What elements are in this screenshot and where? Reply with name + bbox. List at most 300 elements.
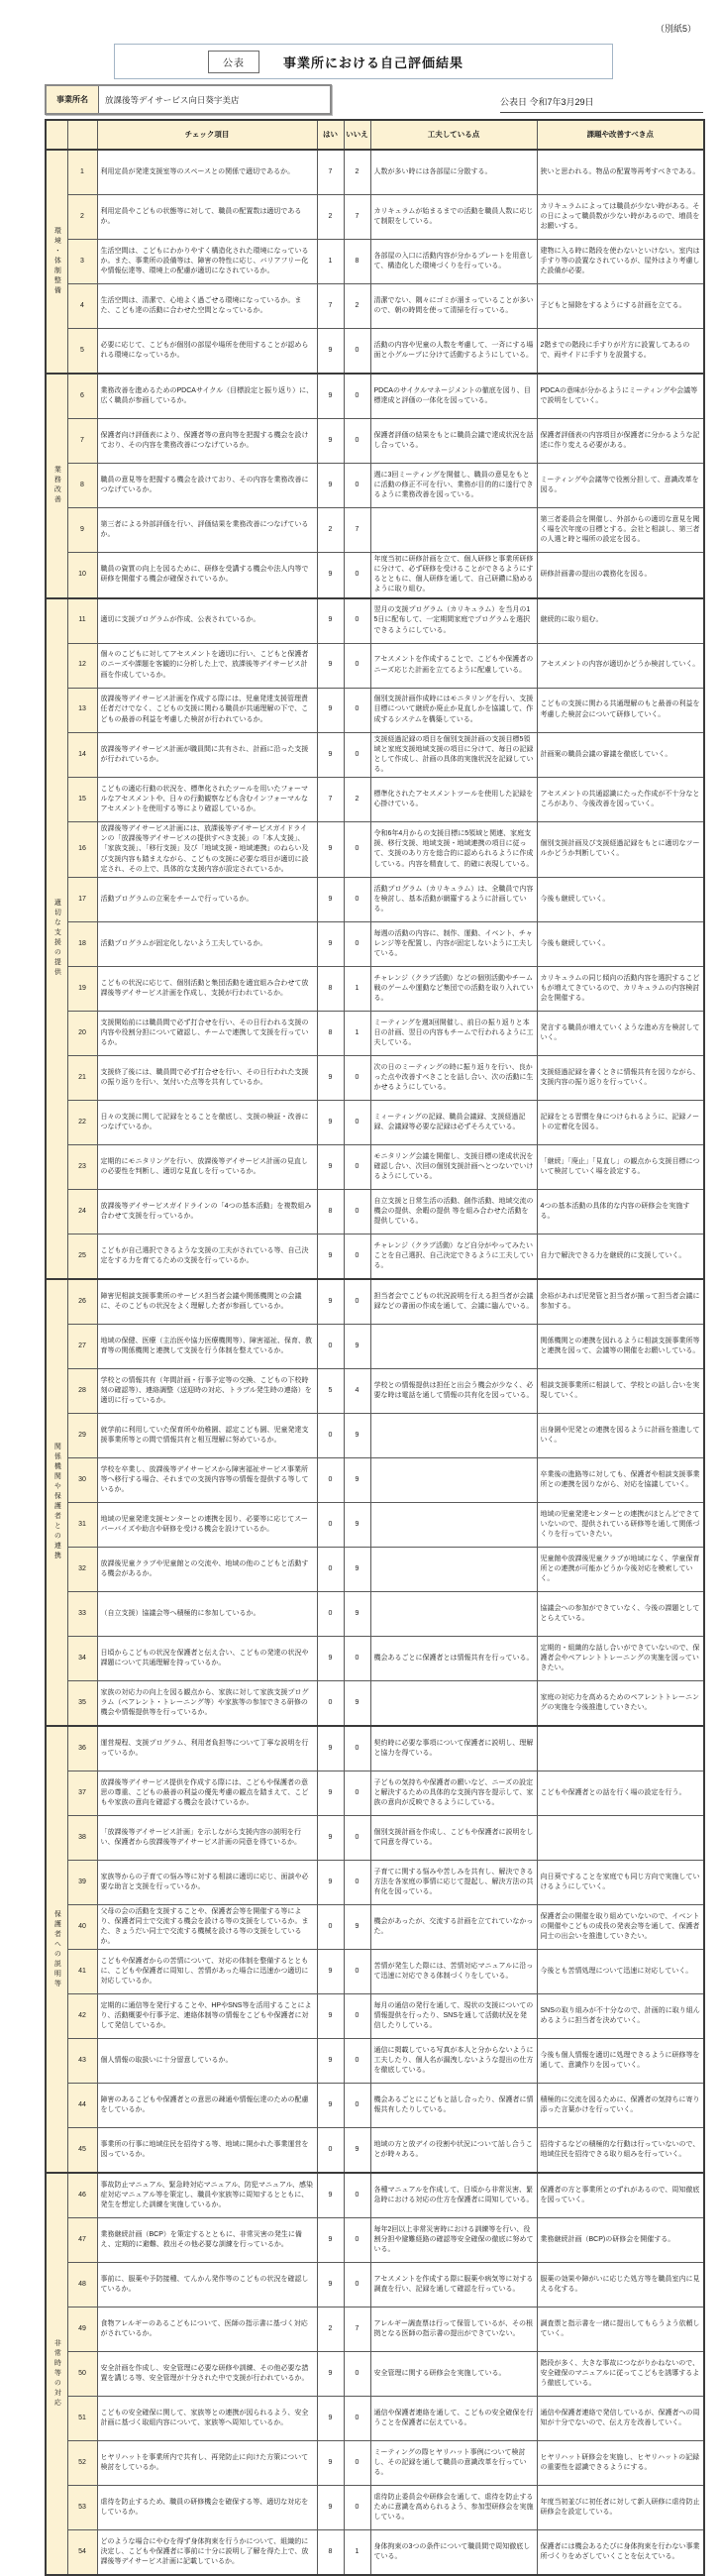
yes-count: 9 bbox=[317, 2352, 344, 2397]
yes-count: 2 bbox=[317, 2308, 344, 2352]
check-item-text: 放課後児童クラブや児童館との交流や、地域の他のこどもと活動する機会があるか。 bbox=[97, 1547, 317, 1591]
yes-count: 9 bbox=[317, 374, 344, 419]
yes-count: 9 bbox=[317, 1636, 344, 1680]
issue-text: 今後も継続していく。 bbox=[537, 877, 704, 921]
devise-text: 担当者会でこどもの状況説明を行える担当者が会議録などの書面の作成を通して、会議に臨んでいる。 bbox=[370, 1279, 537, 1325]
yes-count: 9 bbox=[317, 877, 344, 921]
devise-text: アセスメントを作成する際に服薬や病気等に対する調査を行い、記録を通して確認を行っている。 bbox=[370, 2263, 537, 2308]
table-row bbox=[46, 284, 704, 329]
issue-text: 記録をとる習慣を身につけられるように、記録ノートの定着化を図る。 bbox=[537, 1100, 704, 1144]
check-item-text: 職員の資質の向上を図るために、研修を受講する機会や法人内等で研修を開催する機会が確保されているか。 bbox=[97, 553, 317, 598]
check-item-text: 運営規程、支援プログラム、利用者負担等について丁寧な説明を行っているか。 bbox=[97, 1726, 317, 1771]
yes-count: 9 bbox=[317, 1279, 344, 1325]
issue-text: 自力で解決できる力を継続的に支援していく。 bbox=[537, 1234, 704, 1279]
check-item-text: 就学前に利用していた保育所や幼稚園、認定こども園、児童発達支援事業所等との間で情報共有と相互理解に努めているか。 bbox=[97, 1413, 317, 1457]
check-item-text: 地域の児童発達支援センターとの連携を図り、必要等に応じてスーパーバイズや助言や研修を受ける機会を設けているか。 bbox=[97, 1502, 317, 1547]
no-count: 2 bbox=[344, 778, 370, 822]
yes-count: 9 bbox=[317, 419, 344, 464]
category-cell: 適切な支援の提供 bbox=[46, 598, 67, 1279]
table-row bbox=[46, 2218, 704, 2263]
row-number: 41 bbox=[67, 1950, 97, 1994]
no-count: 0 bbox=[344, 1100, 370, 1144]
no-count: 0 bbox=[344, 2263, 370, 2308]
no-count: 0 bbox=[344, 1189, 370, 1234]
table-row bbox=[46, 1680, 704, 1726]
table-row bbox=[46, 374, 704, 419]
devise-text: 人数が多い時には各部屋に分散する。 bbox=[370, 150, 537, 195]
row-number: 26 bbox=[67, 1279, 97, 1325]
yes-count: 9 bbox=[317, 1234, 344, 1279]
check-item-text: 事業所の行事に地域住民を招待する等、地域に開かれた事業運営を図っているか。 bbox=[97, 2128, 317, 2174]
table-row bbox=[46, 2441, 704, 2486]
no-count: 0 bbox=[344, 2486, 370, 2530]
devise-text: 翌月の支援プログラム（カリキュラム）を当月の15日に配布して、一定期間家庭でプログラムを選択できるようにしている。 bbox=[370, 598, 537, 644]
check-item-text: どのような場合にやむを得ず身体拘束を行うかについて、組織的に決定し、こどもや保護者に事前に十分に説明し了解を得た上で、放課後等デイサービス計画に記載しているか。 bbox=[97, 2530, 317, 2576]
no-count: 7 bbox=[344, 2308, 370, 2352]
no-count: 9 bbox=[344, 1904, 370, 1950]
yes-count: 9 bbox=[317, 2039, 344, 2084]
no-count: 1 bbox=[344, 966, 370, 1011]
row-number: 47 bbox=[67, 2218, 97, 2263]
row-number: 33 bbox=[67, 1591, 97, 1636]
check-item-text: 業務改善を進めるためのPDCAサイクル（目標設定と振り返り）に、広く職員が参画しているか。 bbox=[97, 374, 317, 419]
issue-text: 卒業後の進路等に対しても、保護者や相談支援事業所との連携を図りながら、対応を協議していく。 bbox=[537, 1457, 704, 1502]
no-count: 0 bbox=[344, 1994, 370, 2039]
table-row bbox=[46, 1502, 704, 1547]
table-row bbox=[46, 877, 704, 921]
yes-count: 9 bbox=[317, 1726, 344, 1771]
issue-text: 業務継続計画（BCP)の研修会を開催する。 bbox=[537, 2218, 704, 2263]
no-count: 0 bbox=[344, 2397, 370, 2441]
check-item-text: 「放課後等デイサービス計画」を示しながら支援内容の説明を行い、保護者から放課後等デイサービス計画の同意を得ているか。 bbox=[97, 1815, 317, 1860]
yes-count: 9 bbox=[317, 1815, 344, 1860]
devise-text: 年度当初に研修計画を立て、個人研修と事業所研修に分けて、必ず研修を受けることができるようにするとともに、個人研修を通して、自己研鑽に励めるように取り組む。 bbox=[370, 553, 537, 598]
yes-count: 9 bbox=[317, 2441, 344, 2486]
no-count: 7 bbox=[344, 195, 370, 240]
issue-text: アセスメントの共通認識にたった作成が不十分なところがあり、今後改善を図っていく。 bbox=[537, 778, 704, 822]
issue-text: こどもの支援に関わる共通理解のもと最善の利益を考慮した検討会について研修していく。 bbox=[537, 688, 704, 732]
row-number: 37 bbox=[67, 1771, 97, 1815]
check-item-text: 活動プログラムが固定化しないよう工夫しているか。 bbox=[97, 921, 317, 966]
row-number: 49 bbox=[67, 2308, 97, 2352]
row-number: 1 bbox=[67, 150, 97, 195]
devise-text: 清潔でない、隅々にゴミが溜まっていることが多いので、朝の時間を使って清掃を行っている。 bbox=[370, 284, 537, 329]
row-number: 54 bbox=[67, 2530, 97, 2576]
issue-text: 積極的に交流を図るために、保護者の気持ちに寄り添った言葉かけを行っていく。 bbox=[537, 2084, 704, 2128]
issue-text: 出身園や児発との連携を図るように計画を推進していく。 bbox=[537, 1413, 704, 1457]
issue-text: 定期的・組織的な話し合いができていないので、保護者会やペアレントトレーニングの実施を図っていきたい。 bbox=[537, 1636, 704, 1680]
table-row bbox=[46, 150, 704, 195]
no-count: 2 bbox=[344, 284, 370, 329]
table-row bbox=[46, 1771, 704, 1815]
no-count: 0 bbox=[344, 921, 370, 966]
page-title: 事業所における自己評価結果 bbox=[283, 54, 464, 70]
issue-text bbox=[537, 1815, 704, 1860]
table-row bbox=[46, 419, 704, 464]
title-box bbox=[114, 44, 613, 79]
yes-count: 0 bbox=[317, 2128, 344, 2174]
yes-count: 9 bbox=[317, 921, 344, 966]
row-number: 25 bbox=[67, 1234, 97, 1279]
check-item-text: 放課後等デイサービス提供を作成する際には、こどもや保護者の意思の尊重、こどもの最善の利益の優先考慮の観点を踏まえて、こどもや家族の意向を確認する機会を設けているか。 bbox=[97, 1771, 317, 1815]
table-row bbox=[46, 598, 704, 644]
yes-count: 0 bbox=[317, 1547, 344, 1591]
table-row bbox=[46, 2530, 704, 2576]
devise-text: ミィーティングの記録、職員会議録、支援経過記録、会議録等必要な記録は必ずそろえている。 bbox=[370, 1100, 537, 1144]
check-item-text: （自立支援）協議会等へ積極的に参加しているか。 bbox=[97, 1591, 317, 1636]
issue-text: 招待するなどの積極的な行動は行っていないので、地域住民を招待できる取り組みを行っていく。 bbox=[537, 2128, 704, 2174]
table-row bbox=[46, 921, 704, 966]
devise-text: 週に3回ミーティングを開催し、職員の意見をもとに活動の修正不可を行い、業務が目的的に遂行できるように業務改善を図っている。 bbox=[370, 464, 537, 508]
row-number: 40 bbox=[67, 1904, 97, 1950]
row-number: 31 bbox=[67, 1502, 97, 1547]
yes-count: 8 bbox=[317, 966, 344, 1011]
issue-text: 通信や保護者連絡で発信しているが、保護者への周知が十分でないので、伝え方を改善していく。 bbox=[537, 2397, 704, 2441]
devise-text: 苦情が発生した際には、苦情対応マニュアルに沿って迅速に対応できる体制づくりをしている。 bbox=[370, 1950, 537, 1994]
table-row bbox=[46, 1055, 704, 1100]
table-row bbox=[46, 329, 704, 375]
devise-text bbox=[370, 1457, 537, 1502]
no-count: 0 bbox=[344, 688, 370, 732]
check-item-text: 家族の対応力の向上を図る観点から、家族に対して家族支援プログラム（ペアレント・トレーニング等）や家族等の参加できる研修の機会や情報提供等を行っているか。 bbox=[97, 1680, 317, 1726]
check-item-text: 保護者向け評価表により、保護者等の意向等を把握する機会を設けており、その内容を業務改善につなげているか。 bbox=[97, 419, 317, 464]
yes-count: 7 bbox=[317, 150, 344, 195]
no-count: 9 bbox=[344, 1680, 370, 1726]
row-number: 10 bbox=[67, 553, 97, 598]
table-row bbox=[46, 1144, 704, 1189]
yes-count: 9 bbox=[317, 822, 344, 878]
devise-text: 各種マニュアルを作成して、日頃から非常災害、緊急時における対応の仕方を保護者に周知している。 bbox=[370, 2173, 537, 2218]
devise-text: 学校との情報提供は担任と出会う機会が少なく、必要な時は電話を通して情報の共有化を図っている。 bbox=[370, 1368, 537, 1413]
issue-text: 今後も個人情報を適切に処理できるように研修等を通して、意識作りを図っていく。 bbox=[537, 2039, 704, 2084]
devise-text bbox=[370, 1502, 537, 1547]
yes-count: 9 bbox=[317, 2084, 344, 2128]
yes-count: 9 bbox=[317, 2397, 344, 2441]
no-count: 2 bbox=[344, 150, 370, 195]
devise-text: 自立支援と日常生活の活動、創作活動、地域交流の機会の提供、余暇の提供 等を組み合わせた活動を提供している。 bbox=[370, 1189, 537, 1234]
check-item-text: こどもの状況に応じて、個別活動と集団活動を適宜組み合わせて放課後等デイサービス計画を作成し、支援が行われているか。 bbox=[97, 966, 317, 1011]
no-count: 1 bbox=[344, 2530, 370, 2576]
no-count: 0 bbox=[344, 822, 370, 878]
row-number: 21 bbox=[67, 1055, 97, 1100]
devise-text bbox=[370, 1547, 537, 1591]
no-count: 0 bbox=[344, 553, 370, 598]
row-number: 38 bbox=[67, 1815, 97, 1860]
no-count: 7 bbox=[344, 508, 370, 553]
issue-text: 建物に入る時に階段を使わないといけない。室内は手すり等の設置なされているが、屋外はより考慮した設備が必要。 bbox=[537, 240, 704, 284]
no-count: 0 bbox=[344, 329, 370, 375]
row-number: 46 bbox=[67, 2173, 97, 2218]
yes-count: 8 bbox=[317, 2530, 344, 2576]
yes-count: 7 bbox=[317, 778, 344, 822]
header-issue: 課題や改善すべき点 bbox=[537, 120, 704, 150]
no-count: 8 bbox=[344, 240, 370, 284]
check-item-text: 定期的に通信等を発行することや、HPやSNS等を活用することにより、活動概要や行事予定、連絡体制等の情報をこどもや保護者に対して発信しているか。 bbox=[97, 1994, 317, 2039]
no-count: 0 bbox=[344, 2084, 370, 2128]
check-item-text: 地域の保健、医療（主治医や協力医療機関等）、障害福祉、保育、教育等の関係機関と連携して支援を行う体制を整えているか。 bbox=[97, 1324, 317, 1368]
devise-text: 毎週の活動の内容に、制作、運動、イベント、チャレンジ等を配置し、内容が固定しないように工夫している。 bbox=[370, 921, 537, 966]
issue-text: 向日葵ですることを家庭でも同じ方向で実施していけるようにしていく。 bbox=[537, 1860, 704, 1904]
devise-text: カリキュラムが始まるまでの活動を職員人数に応じて制限をしている。 bbox=[370, 195, 537, 240]
row-number: 6 bbox=[67, 374, 97, 419]
issue-text: 調査票と指示書を一緒に提出してもらうよう依頼していく。 bbox=[537, 2308, 704, 2352]
no-count: 9 bbox=[344, 1547, 370, 1591]
issue-text: 保護者評価表の内容項目が保護者に分かるような記述に作り変える必要がある。 bbox=[537, 419, 704, 464]
row-number: 30 bbox=[67, 1457, 97, 1502]
issue-text: 研修計画書の提出の義務化を図る。 bbox=[537, 553, 704, 598]
yes-count: 9 bbox=[317, 1144, 344, 1189]
table-row bbox=[46, 2397, 704, 2441]
header-check-item: チェック項目 bbox=[97, 120, 317, 150]
devise-text: 通信に掲載している写真が本人と分からないように工夫したり、個人名が漏洩しないような提出の仕方を徹底している。 bbox=[370, 2039, 537, 2084]
no-count: 0 bbox=[344, 1234, 370, 1279]
yes-count: 2 bbox=[317, 508, 344, 553]
table-row bbox=[46, 2263, 704, 2308]
issue-text: 階段が多く、大きな事故につながりかねないので、安全確保のマニュアルに従ってこどもを誘導するよう徹底している。 bbox=[537, 2352, 704, 2397]
yes-count: 0 bbox=[317, 1591, 344, 1636]
yes-count: 9 bbox=[317, 464, 344, 508]
no-count: 9 bbox=[344, 2128, 370, 2174]
row-number: 4 bbox=[67, 284, 97, 329]
check-item-text: 日頃からこどもの状況を保護者と伝え合い、こどもの発達の状況や課題について共通理解を持っているか。 bbox=[97, 1636, 317, 1680]
devise-text: 通信や保護者連絡を通して、こどもの安全確保を行うことを保護者に伝えている。 bbox=[370, 2397, 537, 2441]
check-item-text: 業務継続計画（BCP）を策定するとともに、非常災害の発生に備え、定期的に避難、救出その他必要な訓練を行っているか。 bbox=[97, 2218, 317, 2263]
check-item-text: 個々のこどもに対してアセスメントを適切に行い、こどもと保護者のニーズや課題を客観的に分析した上で、放課後等デイサービス計画を作成しているか。 bbox=[97, 643, 317, 688]
yes-count: 9 bbox=[317, 1860, 344, 1904]
devise-text: 機会があったが、交流する計画を立てれていなかった。 bbox=[370, 1904, 537, 1950]
issue-text: 家庭の対応力を高めるためのペアレントトレーニングの実施を今後推進していきたい。 bbox=[537, 1680, 704, 1726]
no-count: 9 bbox=[344, 1324, 370, 1368]
devise-text: 各部屋の入口に活動内容が分かるプレートを用意して、構造化した環境づくりを行っている。 bbox=[370, 240, 537, 284]
issue-text: 4つの基本活動の具体的な内容の研修会を実施する。 bbox=[537, 1189, 704, 1234]
yes-count: 9 bbox=[317, 553, 344, 598]
check-item-text: こどもの安全確保に関して、家族等との連携が図られるよう、安全計画に基づく取組内容について、家族等へ周知しているか。 bbox=[97, 2397, 317, 2441]
no-count: 9 bbox=[344, 1502, 370, 1547]
devise-text: 標準化されたアセスメントツールを使用した記録を心掛けている。 bbox=[370, 778, 537, 822]
no-count: 0 bbox=[344, 877, 370, 921]
table-row bbox=[46, 2486, 704, 2530]
devise-text bbox=[370, 1324, 537, 1368]
office-name-value: 放課後等デイサービス向日葵宇美店 bbox=[105, 94, 240, 105]
devise-text: 子育てに関する悩みや苦しみを共有し、解決できる方法を各家庭の事情に応じて提起し、解決方法の共有化を図っている。 bbox=[370, 1860, 537, 1904]
issue-text: アセスメントの内容が適切かどうか検討していく。 bbox=[537, 643, 704, 688]
no-count: 0 bbox=[344, 643, 370, 688]
table-row bbox=[46, 1591, 704, 1636]
issue-text: 関係機関との連携を図れるように相談支援事業所等と連携を図って、会議等の開催をお願いしている。 bbox=[537, 1324, 704, 1368]
table-row bbox=[46, 643, 704, 688]
row-number: 36 bbox=[67, 1726, 97, 1771]
table-row bbox=[46, 2352, 704, 2397]
yes-count: 9 bbox=[317, 2218, 344, 2263]
row-number: 43 bbox=[67, 2039, 97, 2084]
table-row bbox=[46, 508, 704, 553]
issue-text: 保護者会の開催を取り組めていないので、イベントの開催やこどもの成長の発表会等を通して、保護者同士の出会いを推進していきたい。 bbox=[537, 1904, 704, 1950]
check-item-text: 食物アレルギーのあるこどもについて、医師の指示書に基づく対応がされているか。 bbox=[97, 2308, 317, 2352]
yes-count: 9 bbox=[317, 1950, 344, 1994]
row-number: 48 bbox=[67, 2263, 97, 2308]
no-count: 0 bbox=[344, 374, 370, 419]
no-count: 0 bbox=[344, 1144, 370, 1189]
issue-text: 今後とも苦情処理について迅速に対応していく。 bbox=[537, 1950, 704, 1994]
yes-count: 9 bbox=[317, 1994, 344, 2039]
no-count: 0 bbox=[344, 1636, 370, 1680]
row-number: 42 bbox=[67, 1994, 97, 2039]
header-category-blank bbox=[46, 120, 67, 150]
issue-text: ミーティングや会議等で役割分担して、意識改革を図る。 bbox=[537, 464, 704, 508]
check-item-text: 放課後等デイサービスガイドラインの「4つの基本活動」を複数組み合わせて支援を行っているか。 bbox=[97, 1189, 317, 1234]
issue-text: 相談支援事業所に相談して、学校との話し合いを実現していく。 bbox=[537, 1368, 704, 1413]
table-row bbox=[46, 2039, 704, 2084]
check-item-text: 定期的にモニタリングを行い、放課後等デイサービス計画の見直しの必要性を判断し、適切な見直しを行っているか。 bbox=[97, 1144, 317, 1189]
check-item-text: 生活空間は、清潔で、心地よく過ごせる環境になっているか。また、こども達の活動に合わせた空間となっているか。 bbox=[97, 284, 317, 329]
devise-text: ミーティングを週3回開催し、前日の振り返りと本日の計画、翌日の内容もチームで行われるように工夫している。 bbox=[370, 1011, 537, 1055]
yes-count: 0 bbox=[317, 1904, 344, 1950]
row-number: 18 bbox=[67, 921, 97, 966]
row-number: 45 bbox=[67, 2128, 97, 2174]
no-count: 0 bbox=[344, 1726, 370, 1771]
check-item-text: 家族等からの子育ての悩み等に対する相談に適切に応じ、面談や必要な助言と支援を行っているか。 bbox=[97, 1860, 317, 1904]
table-row bbox=[46, 966, 704, 1011]
yes-count: 0 bbox=[317, 1457, 344, 1502]
no-count: 0 bbox=[344, 2352, 370, 2397]
check-item-text: 放課後等デイサービス計画には、放課後等デイサービスガイドラインの「放課後等デイサービスの提供すべき支援」の「本人支援」、「家族支援」、「移行支援」及び「地域支援・地域連携」のねらい及び支援内容も踏まえながら、こどもの支援に必要な項目が適切に設定され、その上で、具体的な支援内容が設定されているか。 bbox=[97, 822, 317, 878]
devise-text: 地域の方と放デイの役割や状況について話し合うことが時々ある。 bbox=[370, 2128, 537, 2174]
issue-text: こどもや保護者との話を行く場の設定を行う。 bbox=[537, 1771, 704, 1815]
yes-count: 9 bbox=[317, 732, 344, 778]
yes-count: 8 bbox=[317, 1011, 344, 1055]
header-devise: 工夫している点 bbox=[370, 120, 537, 150]
issue-text: 「継続」「廃止」「見直し」の観点から支援目標について検討していく場を設定する。 bbox=[537, 1144, 704, 1189]
header-no: いいえ bbox=[344, 120, 370, 150]
check-item-text: 適切に支援プログラムが作成、公表されているか。 bbox=[97, 598, 317, 644]
row-number: 52 bbox=[67, 2441, 97, 2486]
check-item-text: 個人情報の取扱いに十分留意しているか。 bbox=[97, 2039, 317, 2084]
evaluation-table bbox=[45, 119, 705, 2576]
issue-text: 地域の児童発達センターとの連携がほとんどできていないので、提供されている研修等を通して関係づくりを行っていきたい。 bbox=[537, 1502, 704, 1547]
devise-text: 次の日のミーティングの時に振り返りを行い、良かった点や改善すべきことを話し合い、次の活動に生かせるようにしている。 bbox=[370, 1055, 537, 1100]
yes-count: 9 bbox=[317, 2173, 344, 2218]
devise-text bbox=[370, 1680, 537, 1726]
check-item-text: 放課後等デイサービス計画を作成する際には、児童発達支援管理責任者だけでなく、こどもの支援に関わる職員が共通理解の下で、こどもの最善の利益を考慮した検討が行われているか。 bbox=[97, 688, 317, 732]
category-cell: 業務改善 bbox=[46, 374, 67, 598]
issue-text: 保護者には機会あるたびに身体拘束を行わない事業所づくりをめざしていくことを伝えている。 bbox=[537, 2530, 704, 2576]
check-item-text: 事前に、服薬や予防接種、てんかん発作等のこどもの状況を確認しているか。 bbox=[97, 2263, 317, 2308]
yes-count: 9 bbox=[317, 2263, 344, 2308]
check-item-text: 事故防止マニュアル、緊急時対応マニュアル、防犯マニュアル、感染症対応マニュアル等を策定し、職員や家族等に周知するとともに、発生を想定した訓練を実施しているか。 bbox=[97, 2173, 317, 2218]
devise-text: 活動プログラム（カリキュラム）は、全職員で内容を検討し、基本活動が網羅するように計画している。 bbox=[370, 877, 537, 921]
issue-text: 子どもと掃除をするようにする計画を立てる。 bbox=[537, 284, 704, 329]
row-number: 3 bbox=[67, 240, 97, 284]
devise-text: 安全管理に関する研修会を実施している。 bbox=[370, 2352, 537, 2397]
devise-text: 虐待防止委員会や研修会を通して、虐待を防止するために意識を高められるよう、参加型研修会を実施している。 bbox=[370, 2486, 537, 2530]
row-number: 23 bbox=[67, 1144, 97, 1189]
row-number: 29 bbox=[67, 1413, 97, 1457]
publish-date: 公表日 令和7年3月29日 bbox=[500, 95, 703, 113]
issue-text: 計画案の職員会議の審議を徹底していく。 bbox=[537, 732, 704, 778]
table-row bbox=[46, 822, 704, 878]
table-row bbox=[46, 1726, 704, 1771]
devise-text bbox=[370, 1591, 537, 1636]
table-row bbox=[46, 1815, 704, 1860]
issue-text: 保護者の方と事業所とのずれがあるので、周知徹底を図っていく。 bbox=[537, 2173, 704, 2218]
check-item-text: 必要に応じて、こどもが個別の部屋や場所を使用することが認められる環境になっているか。 bbox=[97, 329, 317, 375]
header-number-blank bbox=[67, 120, 97, 150]
table-row bbox=[46, 1547, 704, 1591]
devise-text bbox=[370, 1413, 537, 1457]
table-row bbox=[46, 1413, 704, 1457]
row-number: 8 bbox=[67, 464, 97, 508]
yes-count: 1 bbox=[317, 240, 344, 284]
devise-text: 保護者評価の結果をもとに職員会議で達成状況を話し合っている。 bbox=[370, 419, 537, 464]
yes-count: 9 bbox=[317, 1100, 344, 1144]
row-number: 44 bbox=[67, 2084, 97, 2128]
category-cell: 保護者への説明等 bbox=[46, 1726, 67, 2174]
devise-text: 機会あるごとに保護者とは情報共有を行っている。 bbox=[370, 1636, 537, 1680]
table-row bbox=[46, 464, 704, 508]
row-number: 11 bbox=[67, 598, 97, 644]
table-header-row bbox=[46, 120, 704, 150]
check-item-text: 活動プログラムの立案をチームで行っているか。 bbox=[97, 877, 317, 921]
no-count: 4 bbox=[344, 1368, 370, 1413]
no-count: 0 bbox=[344, 732, 370, 778]
table-row bbox=[46, 1457, 704, 1502]
yes-count: 0 bbox=[317, 1502, 344, 1547]
no-count: 0 bbox=[344, 464, 370, 508]
row-number: 15 bbox=[67, 778, 97, 822]
issue-text: 第三者委員会を開催し、外部からの適切な意見を聞く場を次年度の目標とする。会社と相談し、第三者の人選と時と場所の設定を図る。 bbox=[537, 508, 704, 553]
table-row bbox=[46, 1950, 704, 1994]
issue-text: 継続的に取り組む。 bbox=[537, 598, 704, 644]
yes-count: 0 bbox=[317, 1413, 344, 1457]
row-number: 22 bbox=[67, 1100, 97, 1144]
check-item-text: 父母の会の活動を支援することや、保護者会等を開催する等により、保護者同士で交流する機会を設ける等の支援をしているか。また、きょうだい同士で交流する機械を設ける等の支援をしているか。 bbox=[97, 1904, 317, 1950]
no-count: 0 bbox=[344, 598, 370, 644]
check-item-text: 障害児相談支援事業所のサービス担当者会議や関係機関との会議に、そのこどもの状況をよく理解した者が参画しているか。 bbox=[97, 1279, 317, 1325]
row-number: 19 bbox=[67, 966, 97, 1011]
issue-text: SNSの取り組みが不十分なので、計画的に取り組んめるように担当者を決めていく。 bbox=[537, 1994, 704, 2039]
table-row bbox=[46, 1234, 704, 1279]
devise-text: アレルギー調査票は行って保管しているが、その根拠となる医師の指示書の提出ができていない。 bbox=[370, 2308, 537, 2352]
table-row bbox=[46, 553, 704, 598]
issue-text: 年度当初並びに初任者に対して新人研修に虐待防止研修会を設定している。 bbox=[537, 2486, 704, 2530]
check-item-text: 支援開始前には職員間で必ず打合せを行い、その日行われる支援の内容や役割分担について確認し、チームで連携して支援を行っているか。 bbox=[97, 1011, 317, 1055]
issue-text: 余裕があれば児発管と担当者が揃って担当者会議に参加する。 bbox=[537, 1279, 704, 1325]
devise-text: チャレンジ（クラブ活動）など自分がやってみたいことを自己選択、自己決定できるように工夫している。 bbox=[370, 1234, 537, 1279]
row-number: 12 bbox=[67, 643, 97, 688]
header-yes: はい bbox=[317, 120, 344, 150]
yes-count: 7 bbox=[317, 284, 344, 329]
devise-text: 令和6年4月からの支援目標に5領域と関連、家庭支援、移行支援、地域支援・地域連携の項目に従って、支援のあり方を総合的に認められるように作成している。内容を精査して、的確に表現している。 bbox=[370, 822, 537, 878]
check-item-text: こどもが自己選択できるような支援の工夫がされている等、自己決定をする力を育てるための支援を行っているか。 bbox=[97, 1234, 317, 1279]
devise-text: アセスメントを作成することで、こどもや保護者のニーズ応じた計画を立てるように配慮している。 bbox=[370, 643, 537, 688]
row-number: 50 bbox=[67, 2352, 97, 2397]
devise-text: モニタリング会議を開催し、支援目標の達成状況を確認し合い、次回の個別支援計画へとつないでいけるようにしている。 bbox=[370, 1144, 537, 1189]
row-number: 27 bbox=[67, 1324, 97, 1368]
check-item-text: こどもや保護者からの苦情について、対応の体制を整備するとともに、こどもや保護者に周知し、苦情があった場合に迅速かつ適切に対応しているか。 bbox=[97, 1950, 317, 1994]
table-row bbox=[46, 240, 704, 284]
no-count: 0 bbox=[344, 2441, 370, 2486]
table-row bbox=[46, 1324, 704, 1368]
row-number: 53 bbox=[67, 2486, 97, 2530]
row-number: 16 bbox=[67, 822, 97, 878]
table-row bbox=[46, 1189, 704, 1234]
issue-text: カリキュラムの同じ傾向の活動内容を選択するこどもが増えてきているので、カリキュラムの内容検討会を開催する。 bbox=[537, 966, 704, 1011]
check-item-text: こどもの適応行動の状況を、標準化されたツールを用いたフォーマルなアセスメントや、日々の行動観察なども含むインフォーマルなアセスメントを使用する等により確認しているか。 bbox=[97, 778, 317, 822]
check-item-text: 放課後等デイサービス計画が職員間に共有され、計画に沿った支援が行われているか。 bbox=[97, 732, 317, 778]
no-count: 0 bbox=[344, 2173, 370, 2218]
no-count: 0 bbox=[344, 1950, 370, 1994]
yes-count: 0 bbox=[317, 1680, 344, 1726]
